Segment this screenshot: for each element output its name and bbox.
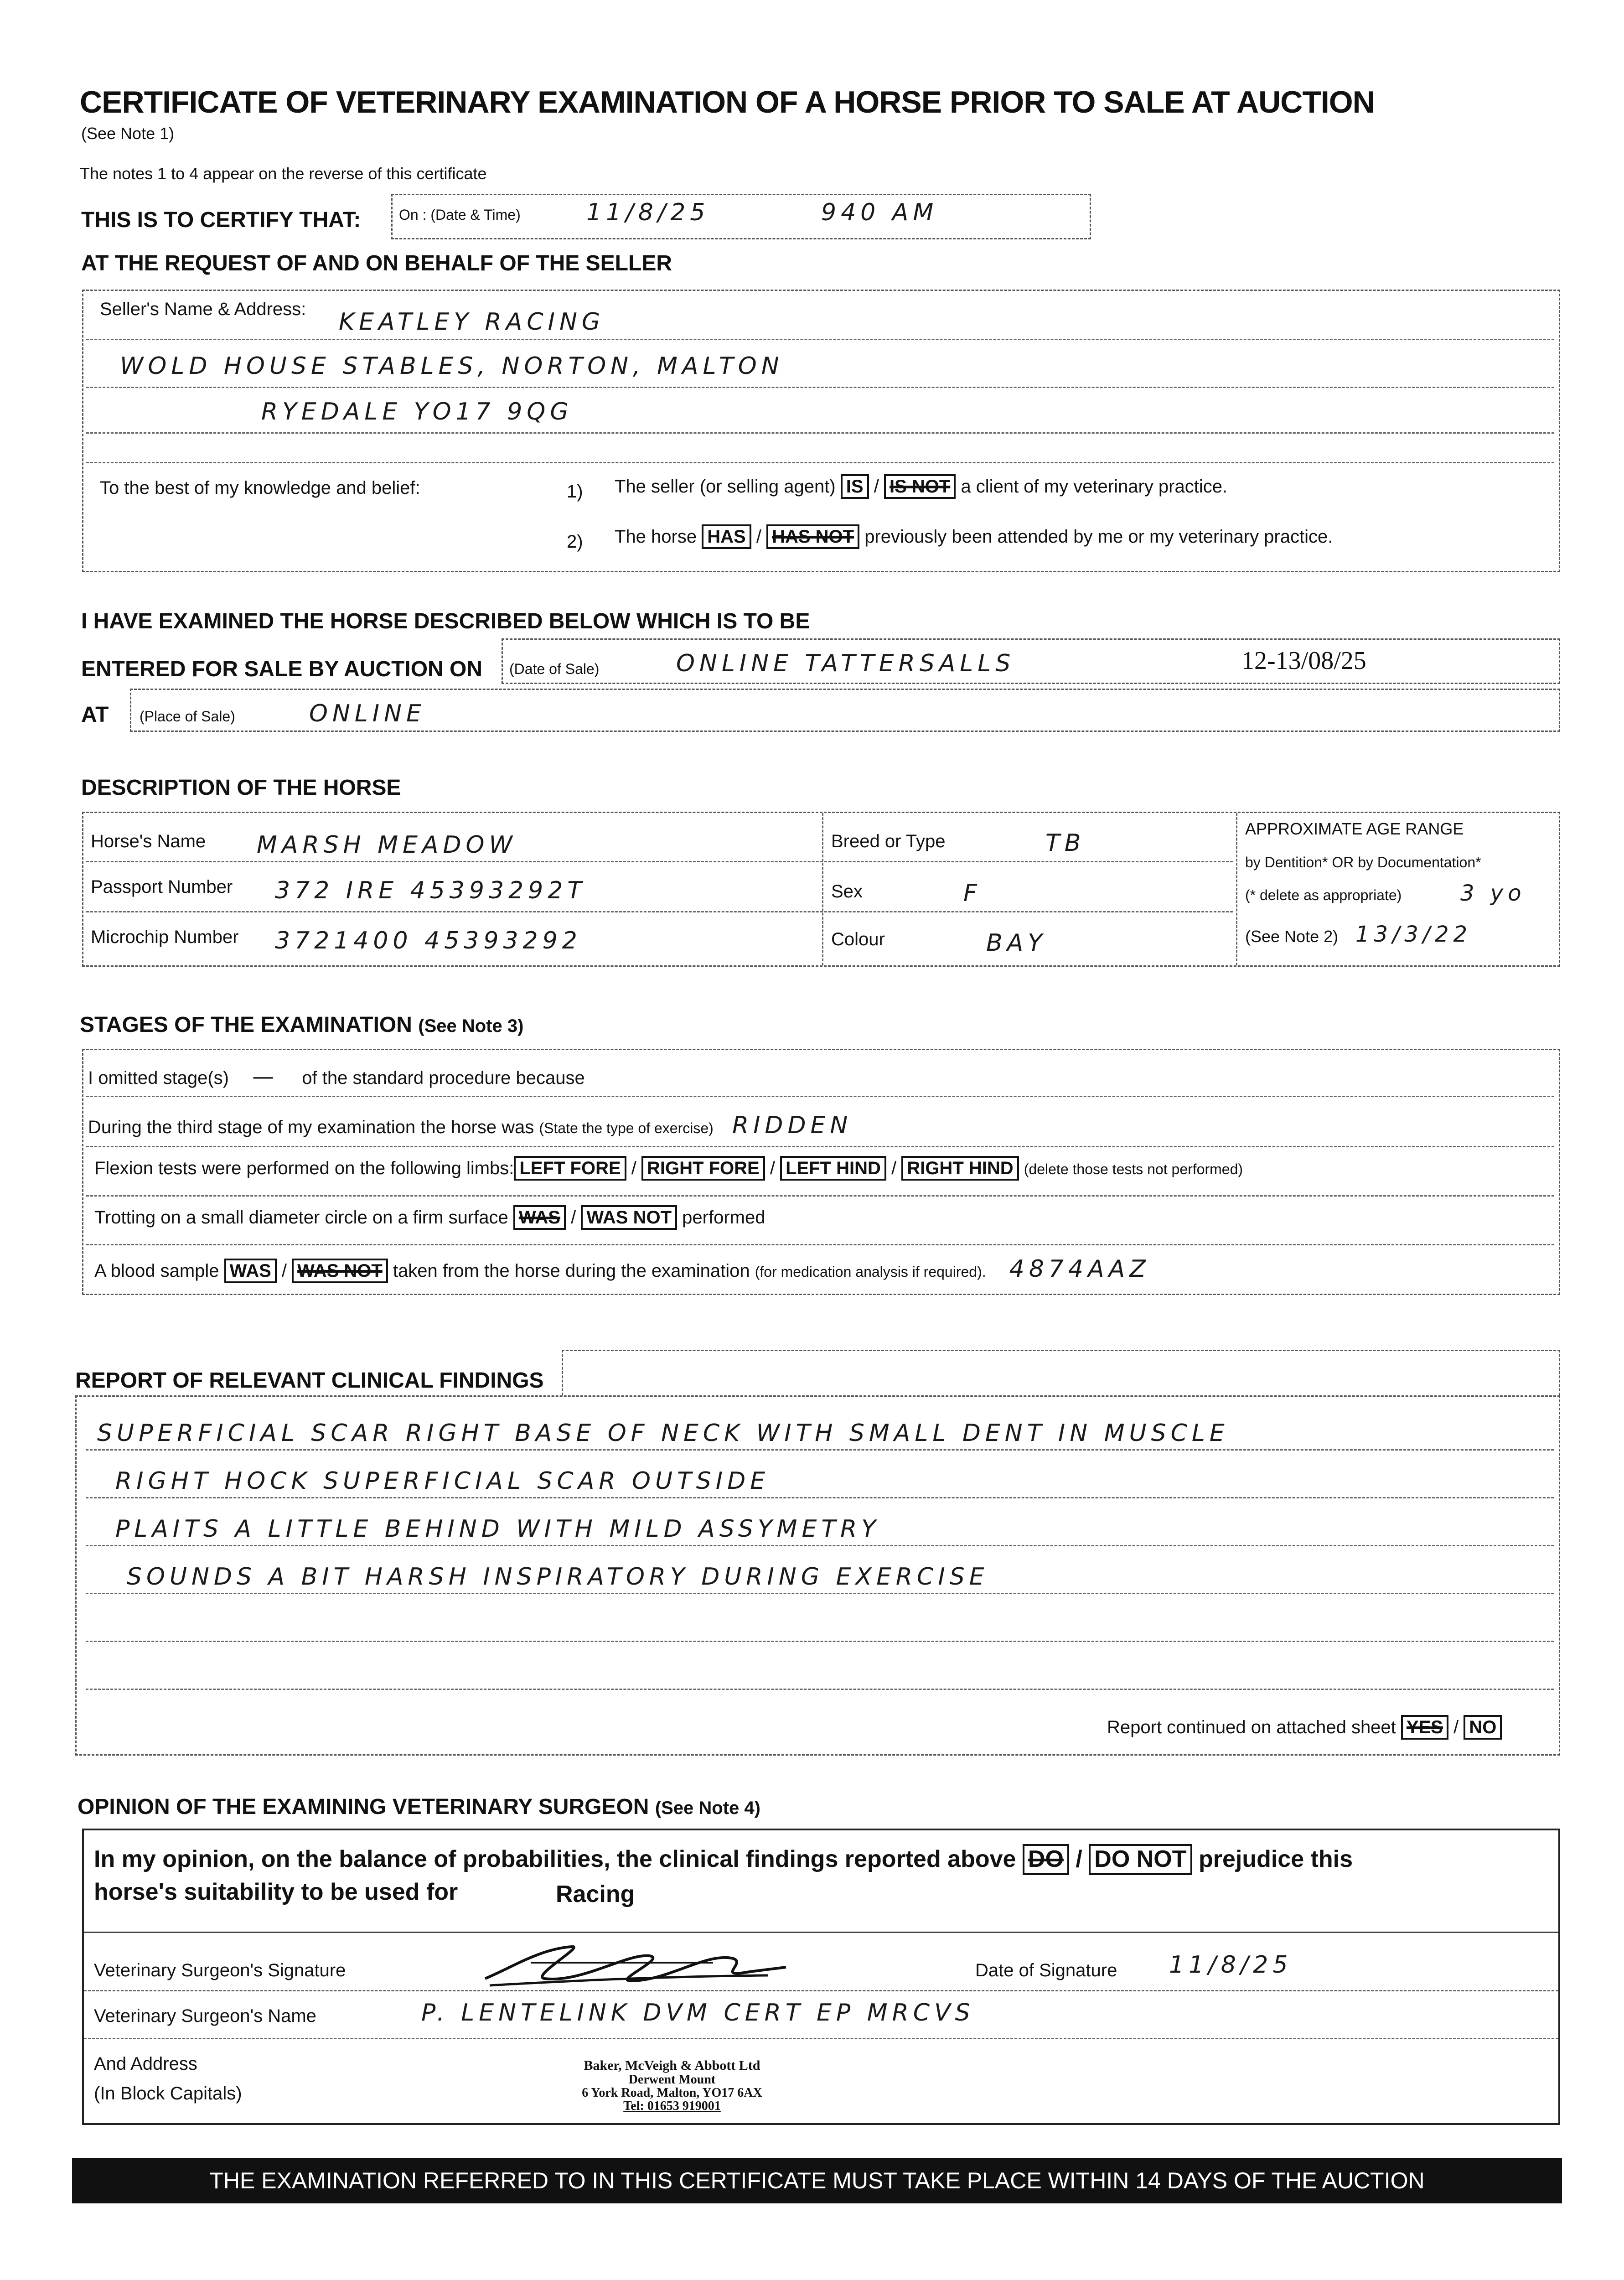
at-label: AT xyxy=(81,703,109,727)
sale-place-value: ONLINE xyxy=(309,700,426,727)
finding-2[interactable]: RIGHT HOCK SUPERFICIAL SCAR OUTSIDE xyxy=(115,1467,770,1495)
flex-right-hind[interactable]: RIGHT HIND xyxy=(901,1156,1019,1181)
breed-value[interactable]: TB xyxy=(1045,829,1086,857)
has-option[interactable]: HAS xyxy=(702,524,751,549)
age-note: (See Note 2) xyxy=(1245,927,1339,946)
blood-was-option[interactable]: WAS xyxy=(224,1259,277,1283)
passport-value[interactable]: 372 IRE 45393292T xyxy=(275,877,587,904)
finding-1[interactable]: SUPERFICIAL SCAR RIGHT BASE OF NECK WITH SMALL DENT IN MUSCLE xyxy=(97,1420,1229,1447)
client-is-not-option[interactable]: IS NOT xyxy=(884,474,956,499)
dob-value[interactable]: 13/3/22 xyxy=(1355,922,1472,947)
trot-row: Trotting on a small diameter circle on a firm surface WAS / WAS NOT performed xyxy=(94,1205,765,1230)
sex-label: Sex xyxy=(831,881,863,902)
colour-value[interactable]: BAY xyxy=(986,929,1047,957)
request-label: AT THE REQUEST OF AND ON BEHALF OF THE SELLER xyxy=(81,251,672,275)
sale-date-field[interactable] xyxy=(502,638,1560,684)
colour-label: Colour xyxy=(831,929,885,949)
report-heading: REPORT OF RELEVANT CLINICAL FINDINGS xyxy=(75,1368,544,1393)
sale-place-label: (Place of Sale) xyxy=(140,708,235,725)
opinion-do-option[interactable]: DO xyxy=(1023,1844,1069,1875)
age-delete-note: (* delete as appropriate) xyxy=(1245,887,1402,903)
opinion-heading: OPINION OF THE EXAMINING VETERINARY SURGEON (See Note 4) xyxy=(78,1795,760,1819)
sale-date-value: ONLINE TATTERSALLS xyxy=(676,650,1015,677)
horse-name-label: Horse's Name xyxy=(91,831,206,851)
blood-was-not-option[interactable]: WAS NOT xyxy=(292,1259,388,1283)
signature-date-value[interactable]: 11/8/25 xyxy=(1169,1951,1293,1979)
blood-sample-id[interactable]: 4874AAZ xyxy=(1009,1255,1150,1283)
description-table xyxy=(82,812,1560,967)
seller-line-1[interactable]: KEATLEY RACING xyxy=(339,308,605,336)
finding-4[interactable]: SOUNDS A BIT HARSH INSPIRATORY DURING EXERCISE xyxy=(127,1563,989,1591)
omitted-stage-value[interactable]: — xyxy=(252,1064,279,1089)
seller-line-2[interactable]: WOLD HOUSE STABLES, NORTON, MALTON xyxy=(120,352,784,380)
third-stage-row: During the third stage of my examination the horse was (State the type of exercise) RIDDEN xyxy=(88,1112,853,1139)
notes-line: The notes 1 to 4 appear on the reverse of this certificate xyxy=(80,164,487,183)
stages-heading: STAGES OF THE EXAMINATION (See Note 3) xyxy=(80,1013,524,1037)
item-2-num: 2) xyxy=(567,532,583,552)
age-value[interactable]: 3 yo xyxy=(1460,881,1526,906)
has-not-option[interactable]: HAS NOT xyxy=(766,524,859,549)
sale-heading-2: ENTERED FOR SALE BY AUCTION ON xyxy=(81,657,483,681)
flex-left-hind[interactable]: LEFT HIND xyxy=(780,1156,886,1181)
opinion-do-not-option[interactable]: DO NOT xyxy=(1089,1844,1192,1875)
trot-was-option[interactable]: WAS xyxy=(513,1205,566,1230)
address-label-1: And Address xyxy=(94,2054,197,2074)
exercise-value[interactable]: RIDDEN xyxy=(732,1112,853,1139)
sale-place-field[interactable] xyxy=(130,689,1560,732)
vet-name-label: Veterinary Surgeon's Name xyxy=(94,2006,316,2026)
client-statement: The seller (or selling agent) IS / IS NOT a client of my veterinary practice. xyxy=(615,474,1227,499)
signature-label: Veterinary Surgeon's Signature xyxy=(94,1960,346,1980)
date-time-field[interactable] xyxy=(391,194,1091,239)
seller-label: Seller's Name & Address: xyxy=(100,299,306,319)
age-by: by Dentition* OR by Documentation* xyxy=(1245,854,1481,871)
see-note-1: (See Note 1) xyxy=(81,124,175,143)
exam-time-value: 940 AM xyxy=(821,199,938,226)
signature-image[interactable] xyxy=(476,1935,795,1995)
report-continued-row: Report continued on attached sheet YES / NO xyxy=(1107,1715,1502,1740)
microchip-label: Microchip Number xyxy=(91,927,239,947)
flex-left-fore[interactable]: LEFT FORE xyxy=(514,1156,626,1181)
opinion-section xyxy=(82,1829,1560,2125)
stages-section xyxy=(82,1049,1560,1295)
vet-name-value[interactable]: P. LENTELINK DVM CERT EP MRCVS xyxy=(421,1999,975,2026)
horse-name-value[interactable]: MARSH MEADOW xyxy=(257,831,517,859)
exam-date-value: 11/8/25 xyxy=(586,199,710,226)
attended-statement: The horse HAS / HAS NOT previously been attended by me or my veterinary practice. xyxy=(615,524,1333,549)
report-section[interactable] xyxy=(75,1395,1560,1756)
opinion-text-1: In my opinion, on the balance of probabilities, the clinical findings reported above DO / DO NOT prejudice this xyxy=(94,1844,1353,1875)
certify-label: THIS IS TO CERTIFY THAT: xyxy=(81,208,361,232)
blood-row: A blood sample WAS / WAS NOT taken from the horse during the examination (for medication analysis if required). 4874AAZ xyxy=(94,1255,1150,1283)
address-label-2: (In Block Capitals) xyxy=(94,2083,242,2104)
age-title: APPROXIMATE AGE RANGE xyxy=(1245,819,1464,838)
flex-right-fore[interactable]: RIGHT FORE xyxy=(641,1156,765,1181)
intended-use-value[interactable]: Racing xyxy=(556,1881,635,1907)
sale-heading-1: I HAVE EXAMINED THE HORSE DESCRIBED BELOW WHICH IS TO BE xyxy=(81,609,810,633)
date-time-label: On : (Date & Time) xyxy=(399,207,521,223)
item-1-num: 1) xyxy=(567,482,583,502)
form-title: CERTIFICATE OF VETERINARY EXAMINATION OF A HORSE PRIOR TO SALE AT AUCTION xyxy=(80,85,1375,119)
knowledge-label: To the best of my knowledge and belief: xyxy=(100,478,420,498)
flexion-row: Flexion tests were performed on the following limbs: LEFT FORE / RIGHT FORE / LEFT HIND / RIGHT HIND (delete those tests not performed) xyxy=(94,1156,1243,1181)
sale-date-typed: 12-13/08/25 xyxy=(1241,647,1366,675)
microchip-value[interactable]: 3721400 45393292 xyxy=(275,927,582,954)
client-is-option[interactable]: IS xyxy=(841,474,869,499)
seller-line-3[interactable]: RYEDALE YO17 9QG xyxy=(261,398,573,425)
signature-date-label: Date of Signature xyxy=(975,1960,1117,1980)
description-heading: DESCRIPTION OF THE HORSE xyxy=(81,776,401,800)
omitted-stage-row: I omitted stage(s) — of the standard procedure because xyxy=(88,1064,585,1089)
breed-label: Breed or Type xyxy=(831,831,946,851)
continued-yes-option[interactable]: YES xyxy=(1401,1715,1448,1740)
footer-banner: THE EXAMINATION REFERRED TO IN THIS CERTIFICATE MUST TAKE PLACE WITHIN 14 DAYS OF THE AUCTION xyxy=(72,2158,1562,2203)
continued-no-option[interactable]: NO xyxy=(1464,1715,1502,1740)
trot-was-not-option[interactable]: WAS NOT xyxy=(581,1205,677,1230)
practice-stamp: Baker, McVeigh & Abbott Ltd Derwent Mount 6 York Road, Malton, YO17 6AX Tel: 01653 919001 xyxy=(582,2058,762,2114)
passport-label: Passport Number xyxy=(91,877,233,897)
report-heading-box xyxy=(562,1350,1560,1395)
opinion-text-3: horse's suitability to be used for xyxy=(94,1879,458,1905)
seller-section xyxy=(82,290,1560,572)
sex-value[interactable]: F xyxy=(963,880,982,907)
finding-3[interactable]: PLAITS A LITTLE BEHIND WITH MILD ASSYMETRY xyxy=(115,1515,881,1543)
sale-date-label: (Date of Sale) xyxy=(509,661,600,677)
